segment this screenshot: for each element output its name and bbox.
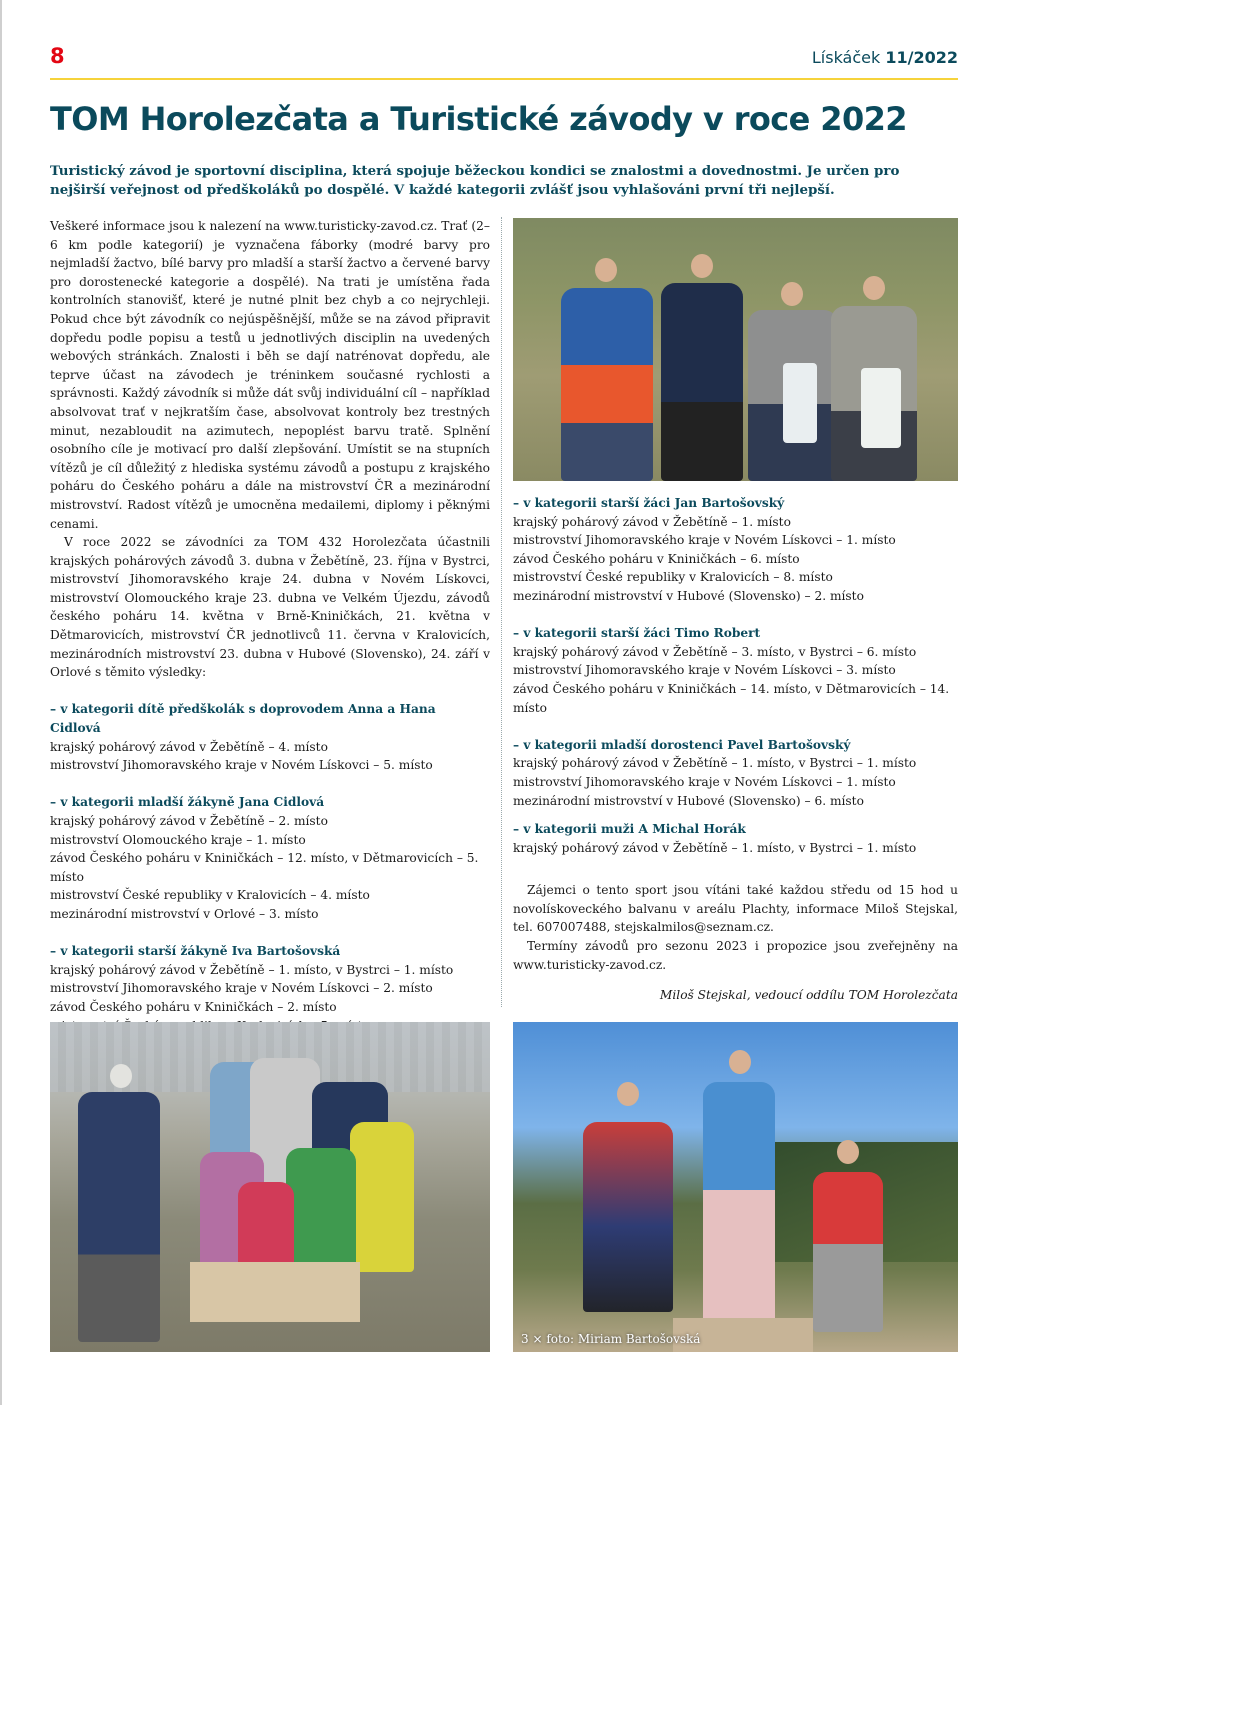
result-line: mistrovství Olomouckého kraje – 1. místo <box>50 832 306 847</box>
results-section <box>513 624 958 717</box>
outro-paragraph-1: Zájemci o tento sport jsou vítáni také každou středu od 15 hod u novolískoveckého balvanu v areálu Plachty, informace Miloš Stejskal, tel. 607007488, stejskalmilos@seznam.cz. <box>513 883 958 935</box>
result-line: mistrovství České republiky v Kralovicích – 4. místo <box>50 888 370 903</box>
author-signature: Miloš Stejskal, vedoucí oddílu TOM Horolezčata <box>659 988 958 1002</box>
header-rule <box>50 78 958 80</box>
result-line: mistrovství Jihomoravského kraje v Novém Lískovci – 3. místo <box>513 663 896 678</box>
result-line: mezinárodní mistrovství v Hubové (Slovensko) – 6. místo <box>513 793 864 808</box>
result-line: závod Českého poháru v Kniničkách – 14. místo, v Dětmarovicích – 14. místo <box>513 681 950 715</box>
article-title: TOM Horolezčata a Turistické závody v roce 2022 <box>50 100 907 138</box>
result-line: krajský pohárový závod v Žebětíně – 1. místo, v Bystrci – 1. místo <box>50 962 454 977</box>
right-column <box>513 494 958 974</box>
result-line: krajský pohárový závod v Žebětíně – 3. místo, v Bystrci – 6. místo <box>513 644 917 659</box>
left-column <box>50 217 490 1072</box>
article-lead: Turistický závod je sportovní disciplina, která spojuje běžeckou kondici se znalostmi a dovednostmi. Je určen pro nejširší veřejnost od předškoláků po dospělé. V každé kategorii zvlášť jsou vyhlašováni první tři nejlepší. <box>50 163 900 198</box>
result-line: mezinárodní mistrovství v Orlové – 3. místo <box>50 906 319 921</box>
page-number: 8 <box>50 44 65 68</box>
section-heading: – v kategorii starší žáci Timo Robert <box>513 626 761 641</box>
intro-paragraph-1: Veškeré informace jsou k nalezení na www.turisticky-zavod.cz. Trať (2–6 km podle kategorií) je vyznačena fáborky (modré barvy pro nejmladší žactvo, bílé barvy pro mladší a starší žactvo a červené barvy pro dorostenecké kategorie a dospělé). Na trati je umístěna řada kontrolních stanovišť, které je nutné plnit bez chyb a co nejrychleji. Pokud chce být závodník co nejúspěšnější, může se na závod připravit dopředu podle popisu a testů u jednotlivých disciplin na uvedených webových stránkách. Znalosti i běh se dají natrénovat dopředu, ale teprve účast na závodech je tréninkem současné rychlosti a správnosti. Každý závodník si může dát svůj individuální cíl – například absolvovat trať v nejkratším čase, absolvovat kontroly bez trestných minut, nezabloudit na azimutech, nepoplést barvu tratě. Splnění osobního cíle je motivací pro další zlepšování. Umístit se na stupních vítězů je cíl důležitý z hlediska systému závodů a postupu z krajského poháru do Českého poháru a dále na mistrovství ČR a mezinárodní mistrovství. Radost vítězů je umocněna medailemi, diplomy i pěknými cenami. <box>50 219 490 531</box>
results-section <box>513 820 958 857</box>
results-section <box>513 494 958 606</box>
section-heading: – v kategorii dítě předškolák s doprovodem Anna a Hana Cidlová <box>50 702 436 736</box>
result-line: mistrovství Jihomoravského kraje v Novém Lískovci – 1. místo <box>513 533 896 548</box>
results-section <box>50 700 490 774</box>
results-section <box>50 793 490 923</box>
page-edge-line <box>0 0 2 1405</box>
page-header <box>50 44 958 78</box>
section-heading: – v kategorii starší žákyně Iva Bartošovská <box>50 944 341 959</box>
photo-boys-with-medals <box>513 218 958 481</box>
photo-credit: 3 × foto: Miriam Bartošovská <box>521 1332 701 1346</box>
photo-girls-podium <box>513 1022 958 1352</box>
result-line: mistrovství Jihomoravského kraje v Novém Lískovci – 1. místo <box>513 774 896 789</box>
results-section <box>513 736 958 810</box>
intro-paragraph-2: V roce 2022 se závodníci za TOM 432 Horolezčata účastnili krajských pohárových závodů 3. dubna v Žebětíně, 23. října v Bystrci, mistrovství Jihomoravského kraje 24. dubna v Novém Lískovci, mistrovství Olomouckého kraje 23. dubna ve Velkém Újezdu, závodů českého poháru 14. května v Brně-Kniničkách, 21. května v Dětmarovicích, mistrovství ČR jednotlivců 11. června v Kralovicích, mezinárodních mistrovství 23. dubna v Hubové (Slovensko), 24. září v Orlové s těmito výsledky: <box>50 535 490 680</box>
result-line: závod Českého poháru v Kniničkách – 2. místo <box>50 999 337 1014</box>
result-line: krajský pohárový závod v Žebětíně – 2. místo <box>50 814 328 828</box>
masthead <box>812 48 958 67</box>
photo-team-group <box>50 1022 490 1352</box>
result-line: závod Českého poháru v Kniničkách – 12. místo, v Dětmarovicích – 5. místo <box>50 851 479 884</box>
issue-number: 11/2022 <box>885 48 958 67</box>
outro <box>513 881 958 974</box>
result-line: mistrovství Jihomoravského kraje v Novém Lískovci – 2. místo <box>50 981 433 996</box>
result-line: mezinárodní mistrovství v Hubové (Slovensko) – 2. místo <box>513 588 864 603</box>
outro-paragraph-2: Termíny závodů pro sezonu 2023 i propozice jsou zveřejněny na www.turisticky-zavod.cz. <box>513 939 958 972</box>
result-line: krajský pohárový závod v Žebětíně – 1. místo, v Bystrci – 1. místo <box>513 756 917 771</box>
section-heading: – v kategorii muži A Michal Horák <box>513 822 746 837</box>
section-heading: – v kategorii starší žáci Jan Bartošovský <box>513 496 785 510</box>
result-line: krajský pohárový závod v Žebětíně – 4. místo <box>50 739 328 754</box>
result-line: mistrovství České republiky v Kralovicích – 8. místo <box>513 570 833 585</box>
section-heading: – v kategorii mladší dorostenci Pavel Bartošovský <box>513 737 851 752</box>
section-heading: – v kategorii mladší žákyně Jana Cidlová <box>50 795 325 810</box>
result-line: mistrovství Jihomoravského kraje v Novém Lískovci – 5. místo <box>50 758 433 773</box>
result-line: závod Českého poháru v Kniničkách – 6. místo <box>513 551 800 566</box>
result-line: krajský pohárový závod v Žebětíně – 1. místo, v Bystrci – 1. místo <box>513 840 917 855</box>
magazine-name: Lískáček <box>811 48 881 67</box>
result-line: krajský pohárový závod v Žebětíně – 1. místo <box>513 514 791 529</box>
column-divider <box>501 217 502 1007</box>
